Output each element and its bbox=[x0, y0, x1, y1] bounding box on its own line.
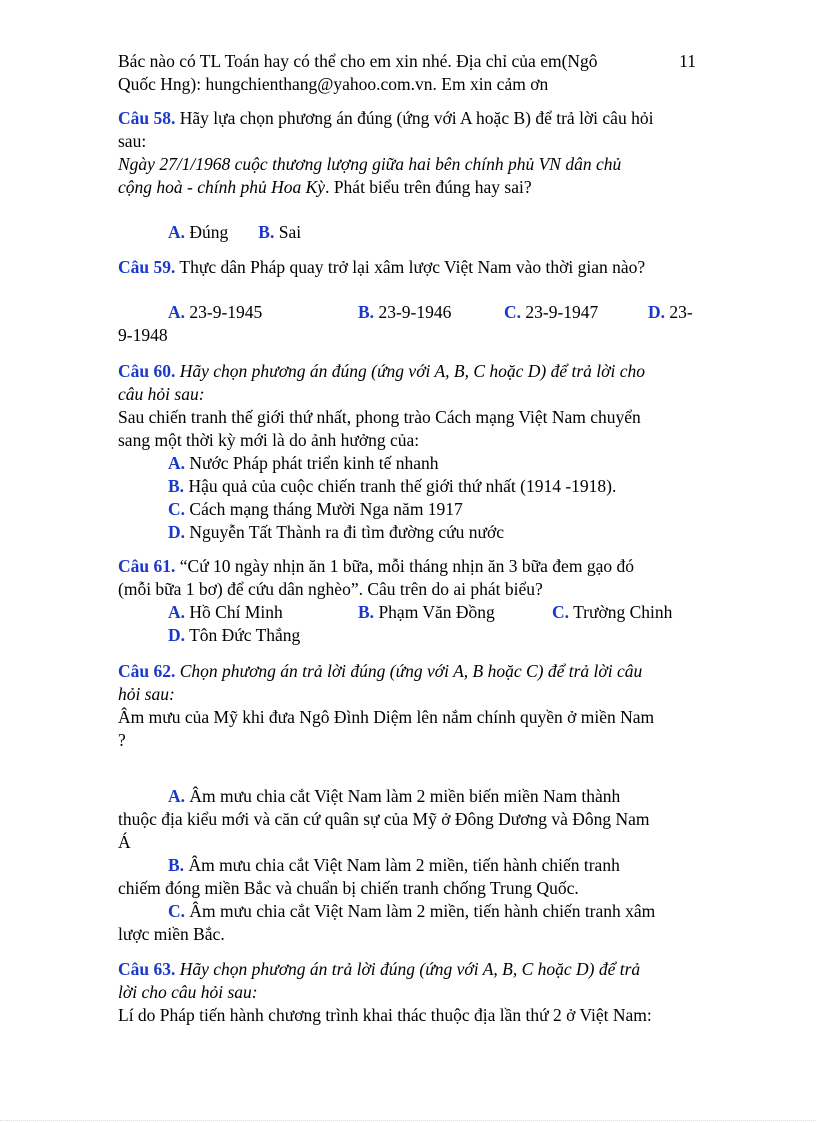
option-b-text: Hậu quả của cuộc chiến tranh thế giới thứ nhất (1914 -1918). bbox=[184, 476, 617, 496]
option-a-text: Âm mưu chia cắt Việt Nam làm 2 miền biến miền Nam thành bbox=[185, 786, 621, 806]
question-prompt: Hãy chọn phương án trả lời đúng (ứng với A, B, C hoặc D) để trả bbox=[175, 959, 641, 979]
option-a bbox=[118, 452, 696, 475]
option-c-text: Cách mạng tháng Mười Nga năm 1917 bbox=[185, 499, 463, 519]
question-statement: Ngày 27/1/1968 cuộc thương lượng giữa hai bên chính phủ VN dân chủ bbox=[118, 154, 622, 174]
question-58 bbox=[118, 107, 696, 244]
option-d-label: D. bbox=[168, 625, 186, 645]
document-page bbox=[118, 50, 696, 1027]
option-c-text: Trường Chinh bbox=[569, 602, 673, 622]
answer-options bbox=[118, 601, 696, 624]
option-a-text-cont2: Á bbox=[118, 832, 131, 852]
option-b-text: 23-9-1946 bbox=[374, 302, 452, 322]
option-a bbox=[118, 785, 696, 808]
option-d-label: D. bbox=[648, 302, 666, 322]
option-b-label: B. bbox=[358, 302, 375, 322]
question-62 bbox=[118, 660, 696, 946]
option-b bbox=[118, 475, 696, 498]
question-stem: Lí do Pháp tiến hành chương trình khai thác thuộc địa lần thứ 2 ở Việt Nam: bbox=[118, 1005, 652, 1025]
question-63 bbox=[118, 958, 696, 1027]
option-a-text: 23-9-1945 bbox=[185, 302, 263, 322]
option-a-text: Đúng bbox=[185, 222, 229, 242]
question-label: Câu 58. bbox=[118, 108, 176, 128]
option-c-label: C. bbox=[168, 499, 186, 519]
question-label: Câu 60. bbox=[118, 361, 176, 381]
option-b-text: Sai bbox=[274, 222, 302, 242]
option-d-text-cont: 9-1948 bbox=[118, 325, 168, 345]
question-prompt-cont: lời cho câu hỏi sau: bbox=[118, 982, 258, 1002]
option-d-text: 23- bbox=[665, 302, 693, 322]
option-a-label: A. bbox=[168, 302, 186, 322]
question-prompt-cont: hỏi sau: bbox=[118, 684, 175, 704]
question-prompt-cont: sau: bbox=[118, 131, 147, 151]
question-61 bbox=[118, 555, 696, 647]
option-b-text: Âm mưu chia cắt Việt Nam làm 2 miền, tiến hành chiến tranh bbox=[184, 855, 620, 875]
question-prompt: Chọn phương án trả lời đúng (ứng với A, B hoặc C) để trả lời câu bbox=[175, 661, 643, 681]
question-prompt-cont: câu hỏi sau: bbox=[118, 384, 205, 404]
option-c-text: 23-9-1947 bbox=[521, 302, 599, 322]
question-prompt: “Cứ 10 ngày nhịn ăn 1 bữa, mỗi tháng nhịn ăn 3 bữa đem gạo đó bbox=[175, 556, 634, 576]
question-statement-cont: cộng hoà - chính phủ Hoa Kỳ bbox=[118, 177, 326, 197]
option-a-text: Nước Pháp phát triển kinh tế nhanh bbox=[185, 453, 439, 473]
option-c-label: C. bbox=[504, 302, 522, 322]
option-b-label: B. bbox=[168, 476, 185, 496]
option-b-text: Phạm Văn Đồng bbox=[374, 602, 495, 622]
option-a-label: A. bbox=[168, 453, 186, 473]
answer-options bbox=[118, 221, 696, 244]
option-b bbox=[118, 854, 696, 877]
question-stem-cont: ? bbox=[118, 730, 126, 750]
header-line-2: Quốc Hng): hungchienthang@yahoo.com.vn. Em xin cảm ơn bbox=[118, 74, 549, 94]
option-d-text: Tôn Đức Thắng bbox=[185, 625, 301, 645]
option-c-label: C. bbox=[168, 901, 186, 921]
question-label: Câu 59. bbox=[118, 257, 176, 277]
answer-options bbox=[118, 301, 696, 324]
question-59 bbox=[118, 256, 696, 347]
question-label: Câu 63. bbox=[118, 959, 176, 979]
option-c-text-cont: lược miền Bắc. bbox=[118, 924, 225, 944]
question-prompt: Hãy lựa chọn phương án đúng (ứng với A hoặc B) để trả lời câu hỏi bbox=[175, 108, 654, 128]
option-b-label: B. bbox=[258, 222, 275, 242]
header-line-1: Bác nào có TL Toán hay có thể cho em xin nhé. Địa chỉ của em(Ngô bbox=[118, 51, 598, 71]
option-a-label: A. bbox=[168, 786, 186, 806]
question-label: Câu 61. bbox=[118, 556, 176, 576]
option-d-label: D. bbox=[168, 522, 186, 542]
option-b-label: B. bbox=[358, 602, 375, 622]
question-60 bbox=[118, 360, 696, 544]
option-c-text: Âm mưu chia cắt Việt Nam làm 2 miền, tiến hành chiến tranh xâm bbox=[185, 901, 656, 921]
option-a-text: Hồ Chí Minh bbox=[185, 602, 283, 622]
option-d bbox=[118, 624, 696, 647]
option-a-text-cont: thuộc địa kiểu mới và căn cứ quân sự của Mỹ ở Đông Dương và Đông Nam bbox=[118, 809, 650, 829]
option-c bbox=[118, 900, 696, 923]
option-b-label: B. bbox=[168, 855, 185, 875]
page-number: 11 bbox=[679, 51, 696, 71]
option-d bbox=[118, 521, 696, 544]
option-c-label: C. bbox=[552, 602, 570, 622]
option-b-text-cont: chiếm đóng miền Bắc và chuẩn bị chiến tranh chống Trung Quốc. bbox=[118, 878, 579, 898]
page-header bbox=[118, 50, 696, 96]
question-label: Câu 62. bbox=[118, 661, 176, 681]
option-d-text: Nguyễn Tất Thành ra đi tìm đường cứu nước bbox=[185, 522, 504, 542]
question-prompt: Thực dân Pháp quay trở lại xâm lược Việt Nam vào thời gian nào? bbox=[175, 257, 646, 277]
question-stem: Sau chiến tranh thế giới thứ nhất, phong trào Cách mạng Việt Nam chuyển bbox=[118, 407, 641, 427]
question-prompt: Hãy chọn phương án đúng (ứng với A, B, C hoặc D) để trả lời cho bbox=[175, 361, 646, 381]
question-prompt-cont: (mỗi bữa 1 bơ) để cứu dân nghèo”. Câu trên do ai phát biểu? bbox=[118, 579, 543, 599]
option-a-label: A. bbox=[168, 222, 186, 242]
question-stem-cont: sang một thời kỳ mới là do ảnh hưởng của: bbox=[118, 430, 420, 450]
option-c bbox=[118, 498, 696, 521]
page-bottom-divider bbox=[0, 1120, 816, 1121]
question-statement-tail: . Phát biểu trên đúng hay sai? bbox=[325, 177, 532, 197]
option-a-label: A. bbox=[168, 602, 186, 622]
question-stem: Âm mưu của Mỹ khi đưa Ngô Đình Diệm lên nắm chính quyền ở miền Nam bbox=[118, 707, 655, 727]
